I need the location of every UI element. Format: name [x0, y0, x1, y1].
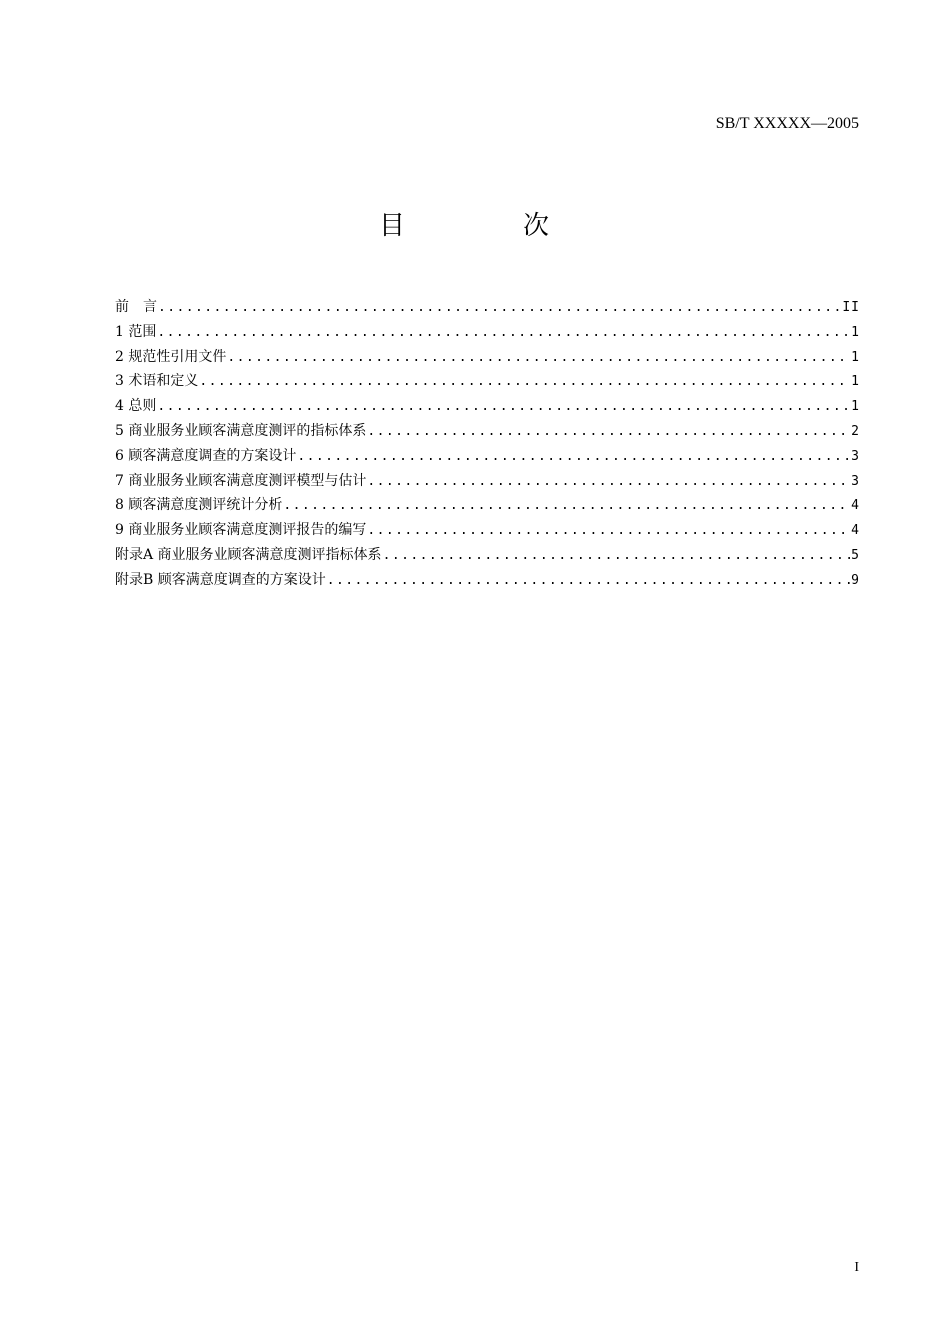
toc-entry-page: 9 — [851, 572, 860, 588]
toc-entry-label: 3 术语和定义 — [115, 373, 199, 390]
toc-entry-page: 1 — [851, 349, 860, 365]
toc-entry-label: 附录B 顾客满意度调查的方案设计 — [115, 571, 326, 588]
toc-dot-leader — [297, 447, 850, 467]
toc-entry-survey-design[interactable] — [115, 446, 860, 471]
toc-entry-page: 5 — [851, 547, 860, 563]
page-number: I — [854, 1260, 859, 1275]
toc-entry-label: 前 言 — [115, 299, 157, 315]
toc-entry-label: 1 范围 — [115, 323, 157, 340]
toc-entry-appendix-a[interactable] — [115, 545, 860, 570]
toc-entry-label: 2 规范性引用文件 — [115, 348, 227, 365]
toc-dot-leader — [158, 298, 841, 318]
toc-entry-terms-definitions[interactable] — [115, 371, 860, 396]
toc-entry-page: 1 — [851, 399, 860, 415]
toc-dot-leader — [383, 546, 851, 566]
toc-dot-leader — [283, 496, 850, 516]
toc-dot-leader — [367, 422, 850, 442]
toc-dot-leader — [199, 372, 850, 392]
toc-entry-scope[interactable] — [115, 322, 860, 347]
toc-dot-leader — [367, 472, 850, 492]
toc-entry-page: 2 — [851, 423, 860, 439]
toc-entry-appendix-b[interactable] — [115, 570, 860, 595]
toc-entry-report-writing[interactable] — [115, 520, 860, 545]
table-of-contents — [115, 297, 860, 595]
toc-entry-label: 7 商业服务业顾客满意度测评模型与估计 — [115, 472, 367, 489]
toc-entry-label: 9 商业服务业顾客满意度测评报告的编写 — [115, 522, 367, 539]
toc-entry-model-estimation[interactable] — [115, 471, 860, 496]
toc-dot-leader — [157, 397, 850, 417]
page-title: 目 次 — [378, 211, 595, 241]
toc-entry-label: 4 总则 — [115, 398, 157, 415]
toc-dot-leader — [327, 571, 850, 591]
toc-entry-label: 附录A 商业服务业顾客满意度测评指标体系 — [115, 546, 382, 563]
toc-entry-foreword[interactable] — [115, 297, 860, 322]
toc-entry-label: 5 商业服务业顾客满意度测评的指标体系 — [115, 422, 367, 439]
toc-entry-statistical-analysis[interactable] — [115, 495, 860, 520]
toc-entry-page: 4 — [851, 523, 860, 539]
toc-entry-page: 1 — [851, 374, 860, 390]
toc-dot-leader — [227, 348, 850, 368]
toc-entry-label: 6 顾客满意度调查的方案设计 — [115, 447, 297, 464]
toc-entry-page: 3 — [851, 473, 860, 489]
toc-dot-leader — [367, 521, 850, 541]
document-code: SB/T XXXXX—2005 — [715, 115, 859, 132]
toc-entry-indicator-system[interactable] — [115, 421, 860, 446]
toc-dot-leader — [157, 323, 850, 343]
toc-entry-page: 3 — [851, 448, 860, 464]
toc-entry-page: 4 — [851, 498, 860, 514]
toc-entry-normative-references[interactable] — [115, 347, 860, 372]
toc-entry-page: II — [842, 300, 860, 315]
toc-entry-label: 8 顾客满意度测评统计分析 — [115, 497, 283, 514]
toc-entry-page: 1 — [851, 324, 860, 340]
toc-entry-general[interactable] — [115, 396, 860, 421]
